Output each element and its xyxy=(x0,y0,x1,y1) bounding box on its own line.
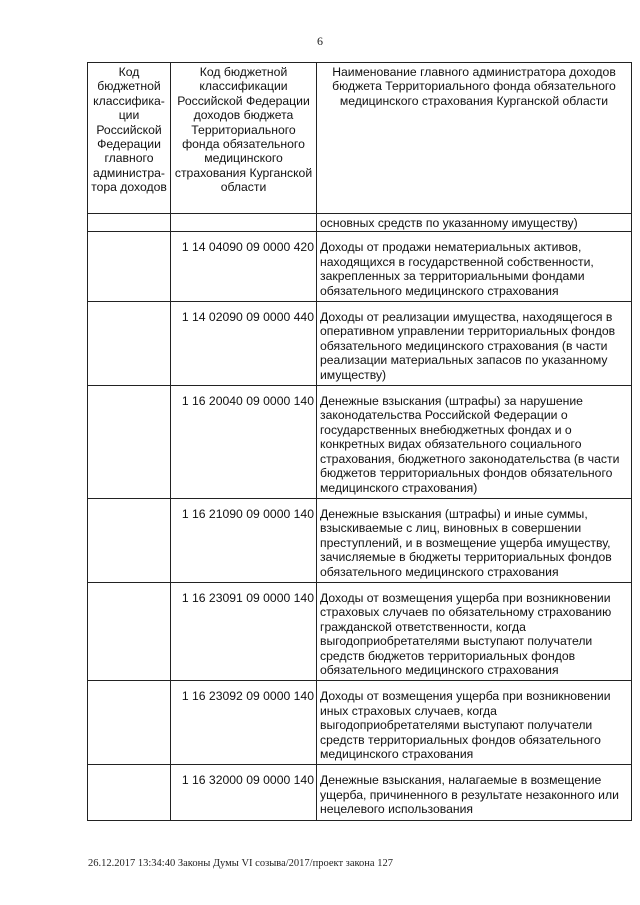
table-header-row xyxy=(88,63,632,214)
row-name: Денежные взыскания, налагаемые в возмещение ущерба, причиненного в результате незаконного или нецелевого использования xyxy=(317,765,632,820)
document-footer: 26.12.2017 13:34:40 Законы Думы VI созыва/2017/проект закона 127 xyxy=(88,858,393,869)
row-income-code: 1 14 02090 09 0000 440 xyxy=(171,302,317,386)
row-name: Денежные взыскания (штрафы) за нарушение законодательства Российской Федерации о государственных внебюджетных фондах и о конкретных видах обязательного социального страхования, бюджетного законодательства (в части бюджетов территориальных фондов обязательного медицинского страхования) xyxy=(317,386,632,499)
page-number: 6 xyxy=(317,34,323,48)
table-row xyxy=(88,386,632,499)
row-admin-code xyxy=(88,498,171,582)
row-name: Доходы от возмещения ущерба при возникновении иных страховых случаев, когда выгодоприобретателями выступают получатели средств территориальных фондов обязательного медицинского страхования xyxy=(317,681,632,765)
row-admin-code xyxy=(88,582,171,680)
row-income-code: 1 16 23092 09 0000 140 xyxy=(171,681,317,765)
table-row xyxy=(88,232,632,302)
row-admin-code xyxy=(88,302,171,386)
row-name: Доходы от возмещения ущерба при возникновении страховых случаев по обязательному страхованию гражданской ответственности, когда выгодоприобретателями выступают получатели средств бюджетов территориальных фондов обязательного медицинского страхования xyxy=(317,582,632,680)
row-name: Денежные взыскания (штрафы) и иные суммы, взыскиваемые с лиц, виновных в совершении преступлений, и в возмещение ущерба имуществу, зачисляемые в бюджеты территориальных фондов обязательного медицинского страхования xyxy=(317,498,632,582)
table-row xyxy=(88,582,632,680)
row-admin-code xyxy=(88,765,171,820)
row-income-code: 1 16 21090 09 0000 140 xyxy=(171,498,317,582)
table-row xyxy=(88,302,632,386)
table-row xyxy=(88,498,632,582)
row-income-code: 1 16 20040 09 0000 140 xyxy=(171,386,317,499)
table-row xyxy=(88,681,632,765)
row-name: Доходы от реализации имущества, находящегося в оперативном управлении территориальных фондов обязательного медицинского страхования (в части реализации материальных запасов по указанному имуществу) xyxy=(317,302,632,386)
row-name: Доходы от продажи нематериальных активов, находящихся в государственной собственности, закрепленных за территориальными фондами обязательного медицинского страхования xyxy=(317,232,632,302)
header-admin-code: Код бюджетной классифика-ции Российской Федерации главного администра-тора доходов xyxy=(88,63,171,214)
row-admin-code xyxy=(88,232,171,302)
table-row xyxy=(88,214,632,232)
row-name: основных средств по указанному имуществу) xyxy=(317,214,632,232)
row-admin-code xyxy=(88,386,171,499)
row-admin-code xyxy=(88,681,171,765)
row-income-code: 1 14 04090 09 0000 420 xyxy=(171,232,317,302)
header-admin-name: Наименование главного администратора доходов бюджета Территориального фонда обязательного медицинского страхования Курганской области xyxy=(317,63,632,214)
revenue-classification-table xyxy=(87,62,632,821)
header-income-code: Код бюджетной классификации Российской Федерации доходов бюджета Территориального фонда обязательного медицинского страхования Курганской области xyxy=(171,63,317,214)
row-admin-code xyxy=(88,214,171,232)
table-row xyxy=(88,765,632,820)
row-income-code: 1 16 23091 09 0000 140 xyxy=(171,582,317,680)
row-income-code: 1 16 32000 09 0000 140 xyxy=(171,765,317,820)
row-income-code xyxy=(171,214,317,232)
